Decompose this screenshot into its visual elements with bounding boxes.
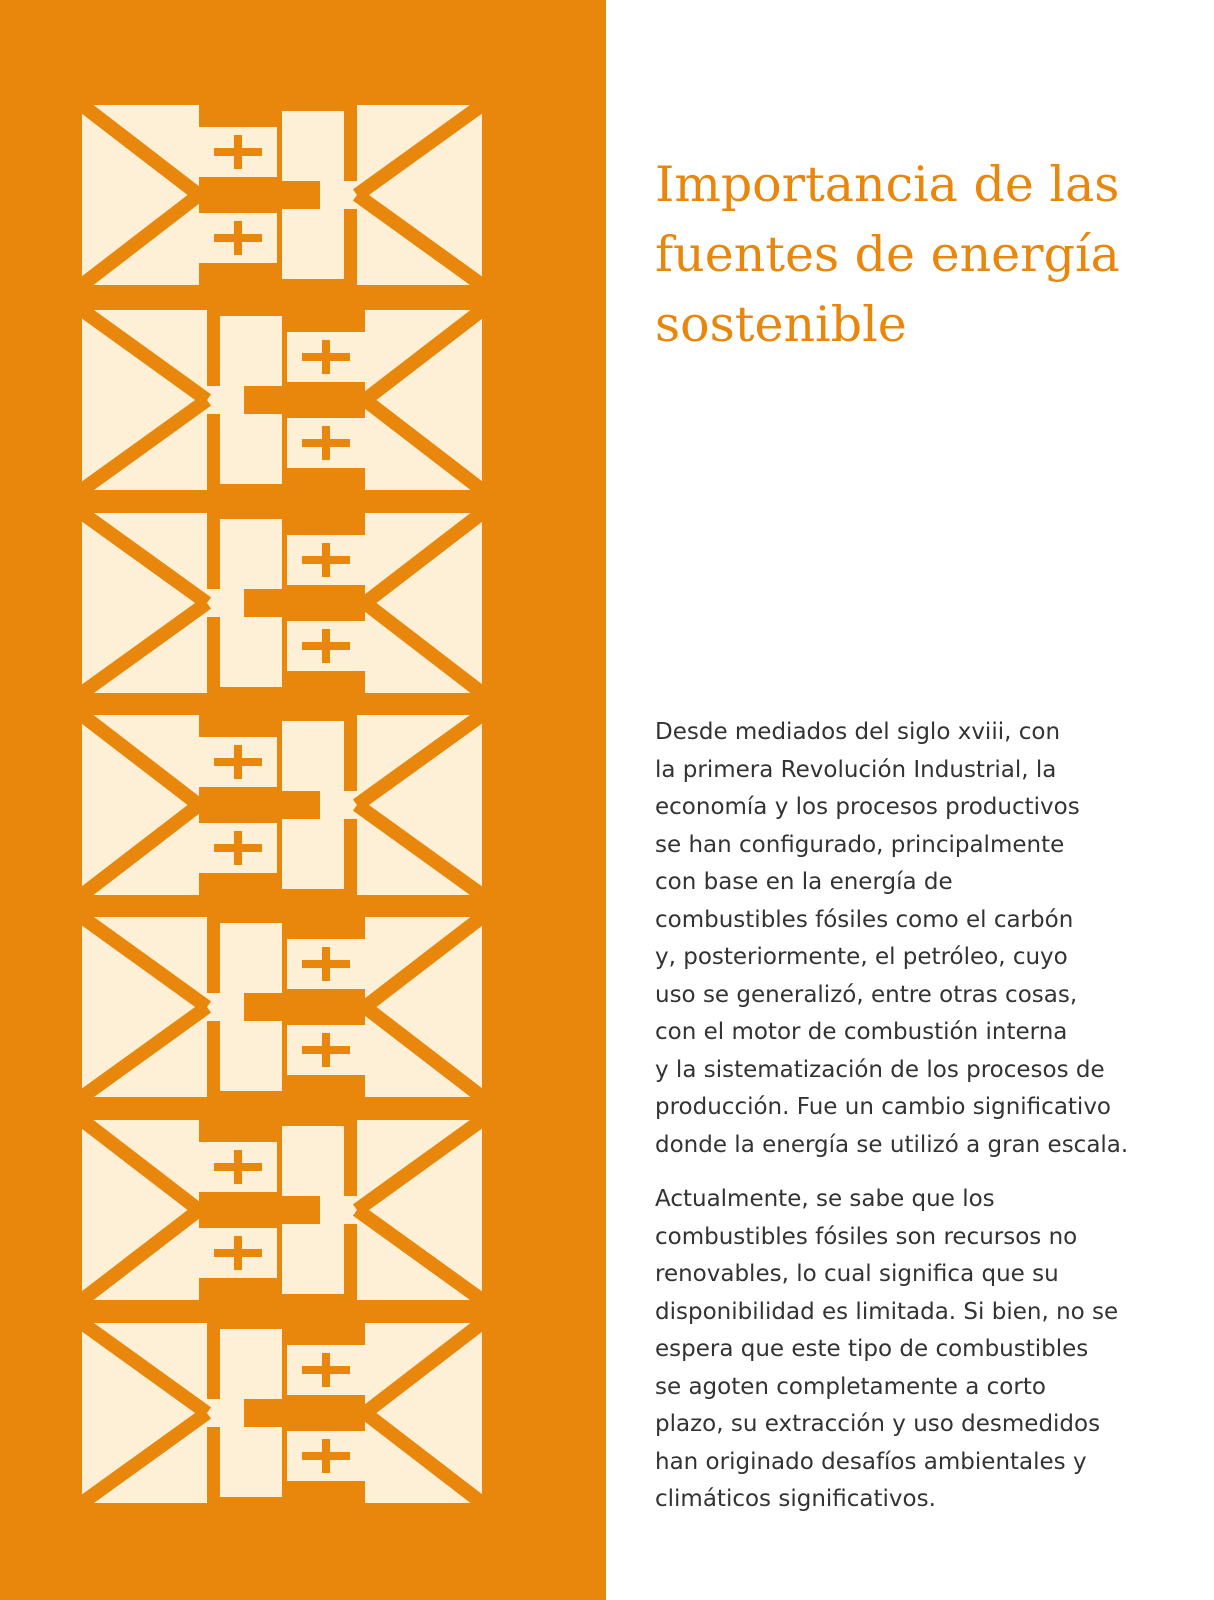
text-line: uso se generalizó, entre otras cosas, xyxy=(655,981,1078,1008)
motif-facing-right-icon xyxy=(82,513,482,693)
text-line: economía y los procesos productivos xyxy=(655,794,1080,820)
body-text xyxy=(655,714,1180,1536)
motif-facing-right-icon xyxy=(82,1323,482,1503)
text-line: combustibles fósiles son recursos no xyxy=(655,1223,1078,1250)
motif-facing-left-icon xyxy=(82,105,482,285)
title-line: fuentes de energía xyxy=(655,226,1120,283)
text-line: renovables, lo cual significa que su xyxy=(655,1261,1059,1287)
title-line: Importancia de las xyxy=(655,156,1120,213)
decorative-side-band xyxy=(0,0,606,1600)
paragraph xyxy=(655,714,1180,1164)
text-line: con base en la energía de xyxy=(655,869,953,895)
motif-facing-left-icon xyxy=(82,715,482,895)
geometric-motif-icon xyxy=(82,105,482,285)
paragraph xyxy=(655,1181,1180,1519)
text-line: producción. Fue un cambio significativo xyxy=(655,1094,1112,1120)
geometric-motif-icon xyxy=(82,917,482,1097)
text-line: y, posteriormente, el petróleo, cuyo xyxy=(655,944,1068,970)
motif-facing-left-icon xyxy=(82,1120,482,1300)
text-line: se agoten completamente a corto xyxy=(655,1373,1046,1400)
text-line: Actualmente, se sabe que los xyxy=(655,1186,995,1212)
motif-facing-right-icon xyxy=(82,310,482,490)
geometric-motif-icon xyxy=(82,1323,482,1503)
text-line: y la sistematización de los procesos de xyxy=(655,1056,1105,1083)
text-line: climáticos significativos. xyxy=(655,1486,936,1512)
title-line: sostenible xyxy=(655,296,907,353)
geometric-motif-icon xyxy=(82,715,482,895)
text-line: han originado desafíos ambientales y xyxy=(655,1448,1087,1475)
text-line: donde la energía se utilizó a gran escala. xyxy=(655,1131,1129,1158)
geometric-motif-icon xyxy=(82,1120,482,1300)
motif-facing-right-icon xyxy=(82,917,482,1097)
text-line: plazo, su extracción y uso desmedidos xyxy=(655,1411,1101,1437)
geometric-motif-icon xyxy=(82,513,482,693)
geometric-motif-icon xyxy=(82,310,482,490)
text-line: disponibilidad es limitada. Si bien, no se xyxy=(655,1298,1119,1325)
text-line: Desde mediados del siglo xviii, con xyxy=(655,719,1061,745)
text-line: espera que este tipo de combustibles xyxy=(655,1336,1089,1362)
text-line: la primera Revolución Industrial, la xyxy=(655,756,1057,783)
text-line: con el motor de combustión interna xyxy=(655,1019,1068,1045)
text-line: combustibles fósiles como el carbón xyxy=(655,906,1074,933)
text-line: se han configurado, principalmente xyxy=(655,831,1065,858)
page-title xyxy=(655,150,1175,360)
